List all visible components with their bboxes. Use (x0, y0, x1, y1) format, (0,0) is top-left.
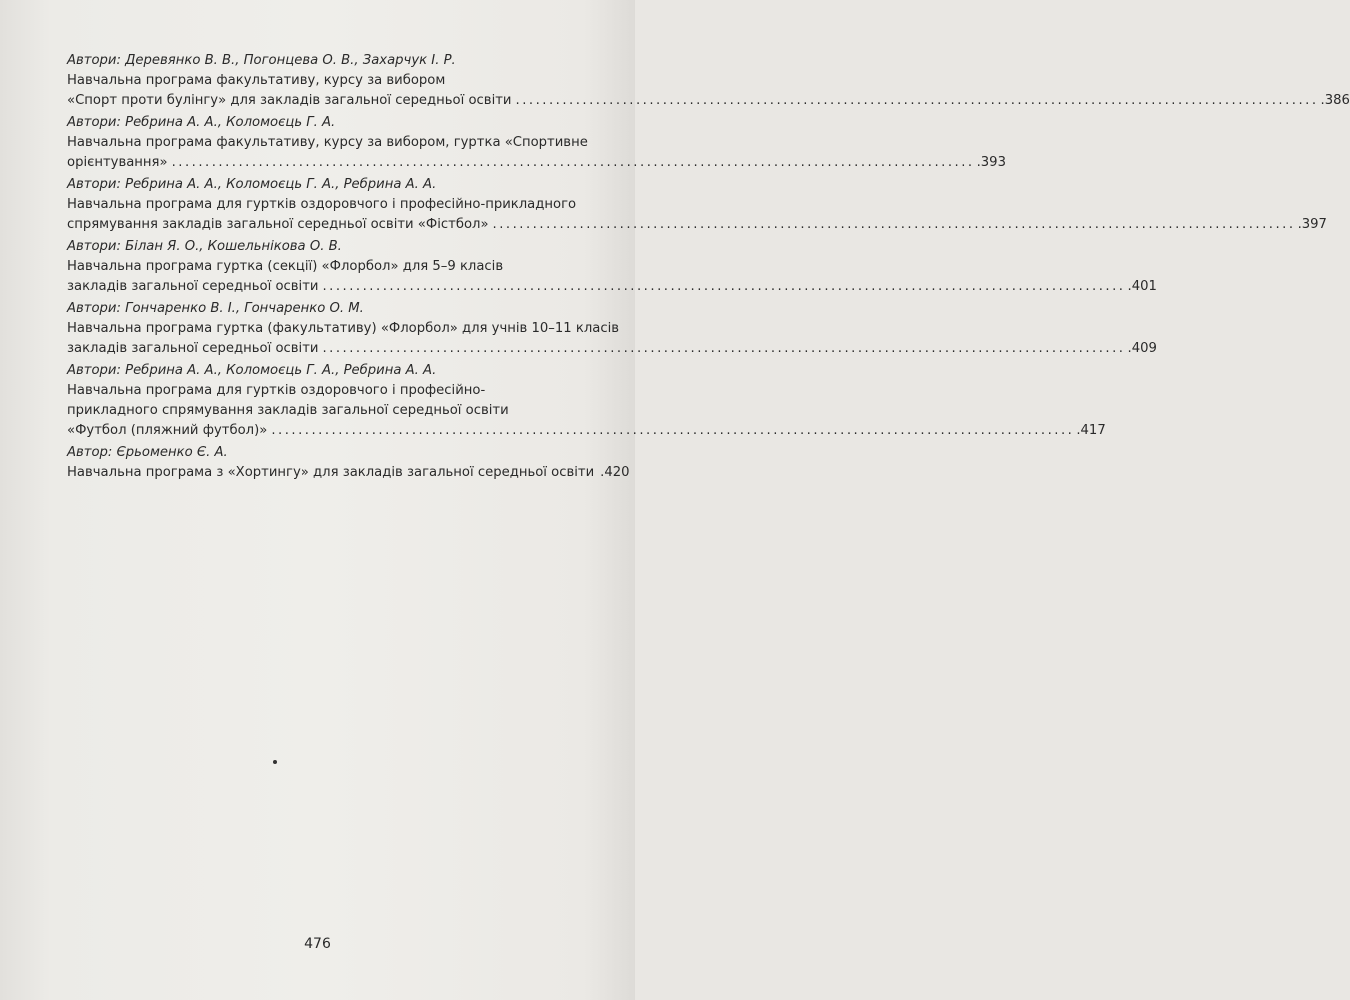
toc-entry (67, 237, 1157, 297)
toc-entry-title-line: Навчальна програма факультативу, курсу за вибором, гуртка «Спортивне (67, 135, 588, 150)
center-dot-mark (273, 760, 277, 764)
toc-entry-last-line (67, 91, 1350, 111)
toc-entry (67, 175, 1327, 235)
toc-entry-title-end: закладів загальної середньої освіти (67, 341, 319, 356)
toc-entry-title-line: Навчальна програма для гуртків оздоровчого і професійно- (67, 383, 486, 398)
toc-entry-title-end: спрямування закладів загальної середньої освіти «Фістбол» (67, 217, 489, 232)
toc-entry-authors: Автори: Ребрина А. А., Коломоєць Г. А., Ребрина А. А. (67, 177, 437, 192)
toc-entry-title-end: орієнтування» (67, 155, 168, 170)
dot-leader: ........................................................................................................................ (322, 341, 1126, 356)
toc-entry (67, 299, 1157, 359)
toc-entry-last-line (67, 463, 630, 483)
toc-entry-page-number: .409 (1127, 341, 1157, 356)
toc-entry-title-end: Навчальна програма з «Хортингу» для закладів загальної середньої освіти (67, 465, 595, 480)
dot-leader: ........................................................................................................................ (171, 155, 975, 170)
toc-entry-authors: Автори: Білан Я. О., Кошельнікова О. В. (67, 239, 342, 254)
toc-entry-last-line (67, 421, 1106, 441)
toc-entry-last-line (67, 339, 1157, 359)
toc-entry (67, 113, 1006, 173)
toc-entry-title-line: Навчальна програма гуртка (факультативу) «Флорбол» для учнів 10–11 класів (67, 321, 620, 336)
page-number: 476 (304, 936, 331, 952)
toc-entry (67, 443, 630, 483)
toc-entry-title-end: закладів загальної середньої освіти (67, 279, 319, 294)
dot-leader: ........................................................................................................................ (492, 217, 1296, 232)
toc-entry-page-number: .397 (1297, 217, 1327, 232)
dot-leader: ........................................................................................................................ (515, 93, 1319, 108)
toc-entry-last-line (67, 153, 1006, 173)
toc-entry-page-number: .393 (976, 155, 1006, 170)
toc-entry-page-number: .417 (1076, 423, 1106, 438)
table-of-contents (67, 51, 1350, 485)
toc-entry-page-number: .401 (1127, 279, 1157, 294)
toc-entry-authors: Автори: Ребрина А. А., Коломоєць Г. А., Ребрина А. А. (67, 363, 437, 378)
toc-entry-authors: Автори: Ребрина А. А., Коломоєць Г. А. (67, 115, 336, 130)
toc-entry-authors: Автори: Гончаренко В. І., Гончаренко О. М. (67, 301, 364, 316)
dot-leader: ........................................................................................................................ (322, 279, 1126, 294)
toc-entry-last-line (67, 215, 1327, 235)
toc-entry-title-line: Навчальна програма для гуртків оздоровчого і професійно-прикладного (67, 197, 577, 212)
dot-leader: ........................................................................................................................ (271, 423, 1075, 438)
toc-entry-title-line: Навчальна програма гуртка (секції) «Флорбол» для 5–9 класів (67, 259, 504, 274)
toc-entry-title-line: Навчальна програма факультативу, курсу за вибором (67, 73, 446, 88)
toc-entry-page-number: .420 (600, 465, 630, 480)
toc-entry (67, 361, 1106, 441)
toc-entry-authors: Автори: Деревянко В. В., Погонцева О. В., Захарчук І. Р. (67, 53, 456, 68)
toc-entry-title-end: «Футбол (пляжний футбол)» (67, 423, 268, 438)
toc-entry-last-line (67, 277, 1157, 297)
toc-entry-title-line: прикладного спрямування закладів загальної середньої освіти (67, 403, 509, 418)
toc-entry (67, 51, 1350, 111)
toc-entry-page-number: .386 (1320, 93, 1350, 108)
toc-entry-authors: Автор: Єрьоменко Є. А. (67, 445, 228, 460)
toc-entry-title-end: «Спорт проти булінгу» для закладів загальної середньої освіти (67, 93, 512, 108)
